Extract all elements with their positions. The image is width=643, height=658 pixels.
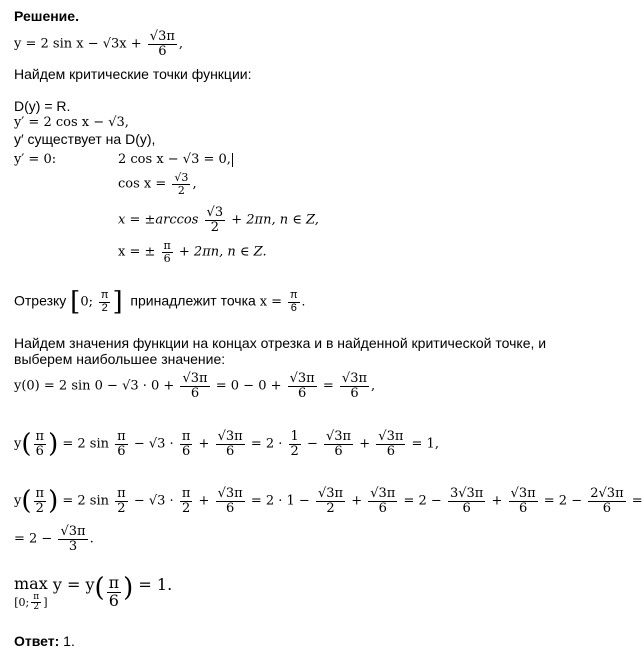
- x-general-solution: x = ±arccos $\frac{√3}{2}$ + 2πn, n ∈ Z,: [118, 205, 319, 235]
- equation-label: y′ = 0:: [14, 152, 57, 167]
- y-at-zero: y(0) = 2 sin 0 − √3 · 0 + $\frac{√3\pi}{6}$ = 0 − 0 + $\frac{√3\pi}{6}$ = $\frac{√3\pi}{6}$ ,: [14, 371, 376, 401]
- find-values-line-1: Найдем значения функции на концах отрезка и в найденной критической точке, и: [14, 335, 547, 351]
- y-at-pi-over-2: y( $\frac{\pi}{2}$ ) = 2 sin $\frac{\pi}{2}$ − √3 · $\frac{\pi}{2}$ + $\frac{√3\pi}{6}$ = 2 · 1 − $\frac{√3\pi}{2}$ + $\frac{√3\pi}{6}$ = 2 − $\frac{3√3\pi}{6}$ + $\frac{√3\pi}{6}$ = 2 − $\frac{2√3\pi}{6}$ =: [14, 486, 643, 517]
- function-lhs: y = 2 sin x −: [14, 36, 103, 52]
- function-fraction: $\frac{√3\pi}{6}$: [149, 29, 175, 59]
- max-line: max [0; $\frac{\pi}{2}$ ] y = y( $\frac{\pi}{6}$ ) = 1.: [14, 573, 173, 613]
- x-solution: x = ± $\frac{\pi}{6}$ + 2πn, n ∈ Z.: [118, 239, 267, 265]
- cos-equation: cos x = $\frac{√3}{2}$ ,: [118, 171, 197, 197]
- solution-heading: Решение.: [14, 8, 79, 24]
- text-cursor: [232, 153, 233, 167]
- y-at-pi-over-2-continued: = 2 − $\frac{√3\pi}{3}$ .: [14, 524, 94, 554]
- answer-line: [14, 633, 75, 649]
- y-at-pi-over-6: y( $\frac{\pi}{6}$ ) = 2 sin $\frac{\pi}{6}$ − √3 · $\frac{\pi}{6}$ + $\frac{√3\pi}{6}$ = 2 · $\frac{1}{2}$ − $\frac{√3\pi}{6}$ + $\frac{√3\pi}{6}$ = 1,: [14, 429, 439, 460]
- function-mid: x +: [119, 36, 142, 52]
- domain-line: D(y) = R.: [14, 98, 71, 114]
- derivative-line: y′ = 2 cos x − √3,: [14, 115, 129, 130]
- find-values-line-2: выберем наибольшее значение:: [14, 351, 226, 367]
- equation-line: 2 cos x − √3 = 0,: [118, 152, 231, 167]
- find-critical-text: Найдем критические точки функции:: [14, 66, 252, 82]
- function-sqrt3: √3: [102, 36, 120, 52]
- answer-label: Ответ:: [14, 633, 60, 649]
- segment-sentence: Отрезку [0; $\frac{\pi}{2}$ ] принадлежит точка x = $\frac{\pi}{6}$ .: [14, 287, 306, 317]
- derivative-exists-line: y′ существует на D(y),: [14, 131, 156, 147]
- answer-value: 1.: [59, 633, 75, 649]
- function-definition: y = 2 sin x − √3x + $\frac{√3\pi}{6}$ ,: [14, 29, 184, 59]
